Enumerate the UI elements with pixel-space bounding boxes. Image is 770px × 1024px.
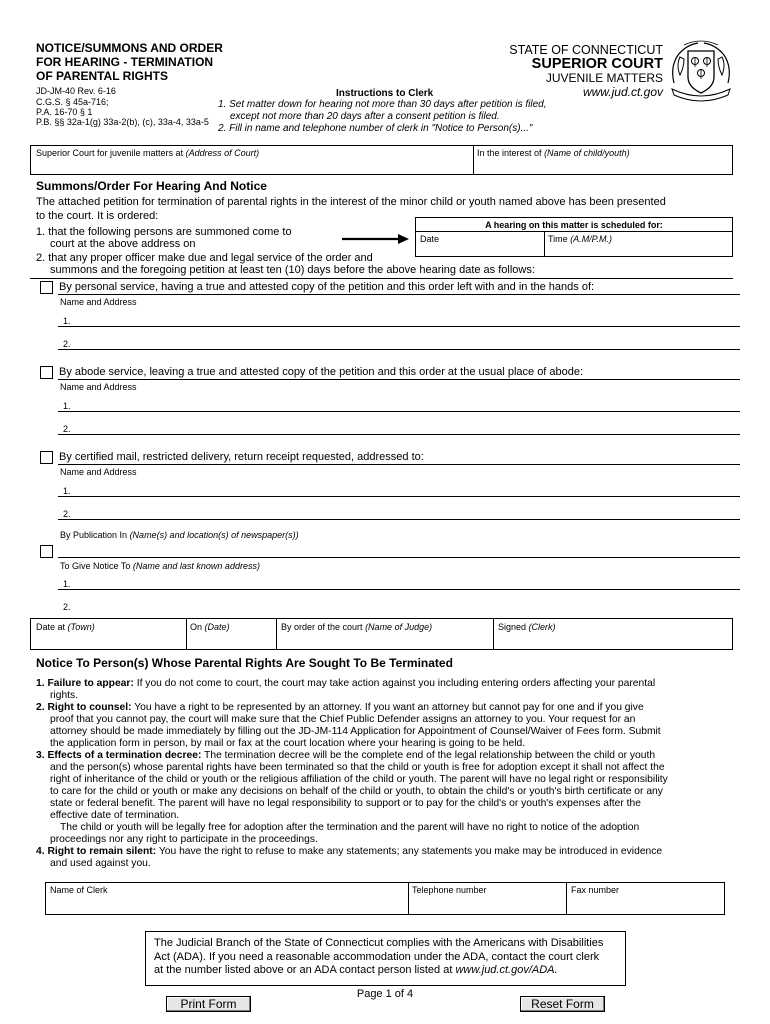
clerk-signature-field[interactable]: Signed (Clerk)	[498, 622, 556, 632]
give-notice-label: To Give Notice To (Name and last known address)	[60, 561, 260, 571]
print-form-button[interactable]: Print Form	[166, 996, 251, 1012]
website: www.jud.ct.gov	[582, 85, 663, 99]
personal-service-checkbox[interactable]	[40, 281, 53, 294]
right-4: 4. Right to remain silent: You have the right to refuse to make any statements; any statements you make may be introduced in evidence	[36, 846, 663, 857]
summons-item2-b: summons and the foregoing petition at least ten (10) days before the above hearing date as follows:	[50, 264, 535, 276]
notice-line-1[interactable]: 1.	[63, 579, 71, 589]
on-date-field[interactable]: On (Date)	[190, 622, 230, 632]
hearing-box-title: A hearing on this matter is scheduled for:	[485, 220, 663, 230]
statutes: C.G.S. § 45a-716; P.A. 16-70 § 1 P.B. §§ 32a-1(g) 33a-2(b), (c), 33a-4, 33a-5	[36, 97, 209, 127]
summons-heading: Summons/Order For Hearing And Notice	[36, 179, 267, 193]
reset-form-button[interactable]: Reset Form	[520, 996, 605, 1012]
certified-line-2[interactable]: 2.	[63, 509, 71, 519]
clerk-instructions: 1. Set matter down for hearing not more than 30 days after petition is filed, except not more than 20 days after a consent petition is filed. 2. Fill in name and telephone number of clerk in "Notice to Person(s)..."	[218, 99, 547, 134]
right-2: 2. Right to counsel: You have a right to be represented by an attorney. If you want an attorney but cannot pay for one and if you give	[36, 702, 644, 713]
court-block	[470, 43, 663, 99]
hearing-time-field[interactable]: Time (A.M/P.M.)	[548, 234, 613, 244]
clerk-fax-field[interactable]: Fax number	[571, 885, 620, 895]
form-title: NOTICE/SUMMONS AND ORDER FOR HEARING - TERMINATION OF PARENTAL RIGHTS	[36, 41, 223, 83]
summons-item2-a: 2. that any proper officer make due and legal service of the order and	[36, 252, 373, 264]
certified-mail-checkbox[interactable]	[40, 451, 53, 464]
clerk-name-field[interactable]: Name of Clerk	[50, 885, 108, 895]
personal-name-address-label: Name and Address	[60, 297, 137, 307]
summons-intro-2: to the court. It is ordered:	[36, 210, 159, 222]
certified-name-address-label: Name and Address	[60, 467, 137, 477]
personal-service-label: By personal service, having a true and attested copy of the petition and this order left with and in the hands of:	[59, 281, 595, 293]
summons-intro-1: The attached petition for termination of parental rights in the interest of the minor child or youth named above has been presented	[36, 196, 666, 208]
summons-item1-b: court at the above address on	[50, 238, 196, 250]
abode-line-2[interactable]: 2.	[63, 424, 71, 434]
ada-notice-text: The Judicial Branch of the State of Connecticut complies with the Americans with Disabilities Act (ADA). If you need a reasonable accommodation under the ADA, contact the court clerk at the number listed above or an ADA contact person listed at www.jud.ct.gov/ADA.	[154, 937, 604, 976]
connecticut-seal-icon	[668, 37, 734, 103]
right-1: 1. Failure to appear: If you do not come to court, the court may take action against you including entering orders affecting your parental	[36, 678, 656, 689]
abode-name-address-label: Name and Address	[60, 382, 137, 392]
abode-service-checkbox[interactable]	[40, 366, 53, 379]
form-id: JD-JM-40 Rev. 6-16	[36, 86, 116, 96]
rights-list: 1. Failure to appear: If you do not come to court, the court may take action against you including entering orders affecting your parental rights. 2. Right to counsel: You have a right to be represented by an attorney. If you want an attorney but cannot pay for one and if you give proof that you cannot pay, the court will make sure that the Chief Public Defender assigns an attorney to you. Your request for an attorney should be made immediately by filling out the JD-JM-114 Application for Appointment of Counsel/Waiver of Fees form. Submit the application form in person, by mail or fax at the court location where your hearing is going to be held. 3. Effects of a termination decree: The termination decree will be the complete end of the legal relationship between the child or youth and the person(s) whose parental rights have been terminated so that the child or youth is free for adoption except it shall not affect the right of inheritance of the child or youth or the religious affiliation of the child or youth. The parent will have no legal right or responsibility to care for the child or youth or make any decisions on behalf of the child or youth, to obtain the child's or youth's birth certificate or any state or federal benefit. The parent will have no legal responsibility to support or to pay for the child's or youth's expenses after the effective date of termination. The child or youth will be legally free for adoption after the termination and the parent will have no right to notice of the adoption proceedings nor any right to participate in the proceedings. 4. Right to remain silent: You have the right to refuse to make any statements; any statements you make may be introduced in evidence and used against you.	[36, 678, 730, 870]
personal-line-2[interactable]: 2.	[63, 339, 71, 349]
state-name: STATE OF CONNECTICUT	[509, 43, 663, 57]
personal-line-1[interactable]: 1.	[63, 316, 71, 326]
publication-checkbox[interactable]	[40, 545, 53, 558]
instructions-heading: Instructions to Clerk	[336, 88, 434, 99]
date-at-field[interactable]: Date at (Town)	[36, 622, 95, 632]
notice-heading: Notice To Person(s) Whose Parental Rights Are Sought To Be Terminated	[36, 656, 453, 670]
abode-service-label: By abode service, leaving a true and attested copy of the petition and this order at the usual place of abode:	[59, 366, 584, 378]
court-name: SUPERIOR COURT	[531, 56, 663, 72]
right-3: 3. Effects of a termination decree: The termination decree will be the complete end of the legal relationship between the child or youth	[36, 750, 656, 761]
child-name-field[interactable]: In the interest of (Name of child/youth)	[477, 148, 630, 158]
certified-mail-label: By certified mail, restricted delivery, return receipt requested, addressed to:	[59, 451, 424, 463]
arrow-right-icon	[342, 233, 410, 245]
clerk-info-box	[45, 882, 725, 915]
notice-line-2[interactable]: 2.	[63, 602, 71, 612]
certified-line-1[interactable]: 1.	[63, 486, 71, 496]
summons-item1-a: 1. that the following persons are summoned come to	[36, 226, 292, 238]
abode-line-1[interactable]: 1.	[63, 401, 71, 411]
division-name: JUVENILE MATTERS	[545, 71, 663, 85]
clerk-phone-field[interactable]: Telephone number	[412, 885, 487, 895]
publication-field[interactable]: By Publication In (Name(s) and location(s) of newspaper(s))	[60, 530, 299, 540]
court-address-field[interactable]: Superior Court for juvenile matters at (Address of Court)	[36, 148, 260, 158]
judge-field[interactable]: By order of the court (Name of Judge)	[281, 622, 433, 632]
hearing-date-field[interactable]: Date	[420, 234, 440, 244]
page-number: Page 1 of 4	[356, 988, 414, 1000]
